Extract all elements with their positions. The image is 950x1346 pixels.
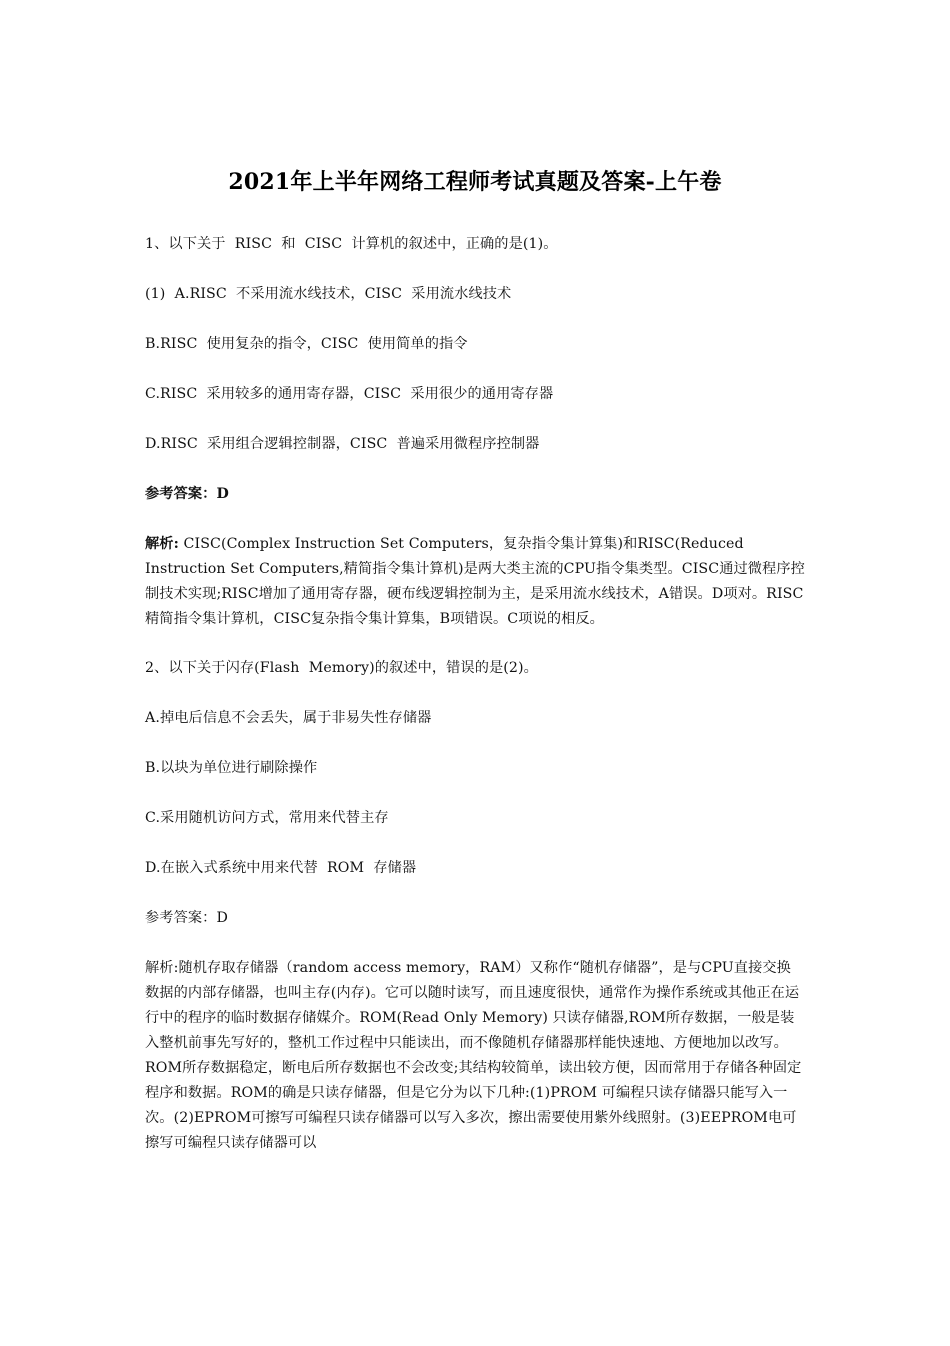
- question-1-option-c: C.RISC 采用较多的通用寄存器，CISC 采用很少的通用寄存器: [145, 386, 554, 402]
- question-2-analysis: 解析:随机存取存储器（random access memory，RAM）又称作“随机存储器”，是与CPU直接交换数据的内部存储器，也叫主存(内存)。它可以随时读写，而且速度很快，通常作为操作系统或其他正在运行中的程序的临时数据存储媒介。ROM(Read Only Memory) 只读存储器,ROM所存数据，一般是装入整机前事先写好的，整机工作过程中只能读出，而不像随机存储器那样能快速地、方便地加以改写。ROM所存数据稳定，断电后所存数据也不会改变;其结构较简单，读出较方便，因而常用于存储各种固定程序和数据。ROM的确是只读存储器，但是它分为以下几种:(1)PROM 可编程只读存储器只能写入一次。(2)EPROM可擦写可编程只读存储器可以写入多次，擦出需要使用紫外线照射。(3)EEPROM电可擦写可编程只读存储器可以: [145, 960, 802, 1151]
- question-1-analysis-label: 解析:: [145, 536, 179, 552]
- question-2-option-c: C.采用随机访问方式，常用来代替主存: [145, 810, 389, 826]
- question-2-option-b: B.以块为单位进行刷除操作: [145, 760, 318, 776]
- question-1-option-b: B.RISC 使用复杂的指令，CISC 使用简单的指令: [145, 336, 468, 352]
- document-content: [145, 165, 805, 1180]
- document-title: 2021年上半年网络工程师考试真题及答案-上午卷: [228, 169, 722, 195]
- question-2-answer: 参考答案：D: [145, 910, 228, 926]
- question-1-analysis: [145, 532, 805, 632]
- question-1-answer: 参考答案：D: [145, 486, 229, 502]
- question-2-option-d: D.在嵌入式系统中用来代替 ROM 存储器: [145, 860, 417, 876]
- question-1-analysis-text: CISC(Complex Instruction Set Computers，复杂指令集计算集)和RISC(Reduced Instruction Set Computers,精简指令集计算机)是两大类主流的CPU指令集类型。CISC通过微程序控制技术实现;RISC增加了通用寄存器，硬布线逻辑控制为主，是采用流水线技术，A错误。D项对。RISC精简指令集计算机，CISC复杂指令集计算集，B项错误。C项说的相反。: [145, 536, 805, 627]
- question-1-text: 1、以下关于 RISC 和 CISC 计算机的叙述中，正确的是(1)。: [145, 236, 558, 252]
- question-2-text: 2、以下关于闪存(Flash Memory)的叙述中，错误的是(2)。: [145, 660, 538, 676]
- question-2-option-a: A.掉电后信息不会丢失，属于非易失性存储器: [145, 710, 432, 726]
- question-1-option-a: (1) A.RISC 不采用流水线技术，CISC 采用流水线技术: [145, 286, 512, 302]
- question-1-option-d: D.RISC 采用组合逻辑控制器，CISC 普遍采用微程序控制器: [145, 436, 540, 452]
